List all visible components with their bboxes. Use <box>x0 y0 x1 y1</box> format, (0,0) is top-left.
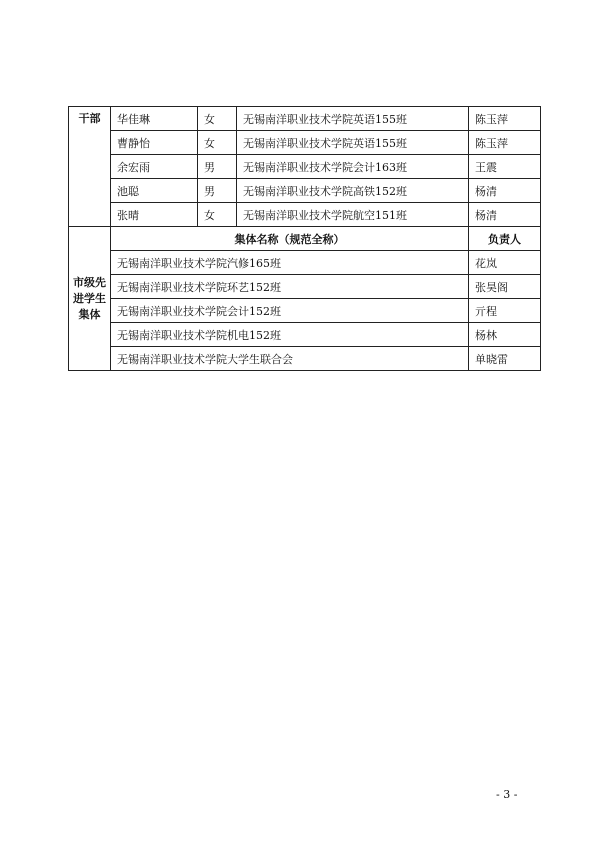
table-row <box>69 203 541 227</box>
category-line: 进学生 <box>73 291 106 305</box>
student-gender: 女 <box>198 203 237 227</box>
leader-name: 张昊阁 <box>469 275 541 299</box>
category-line: 市级先 <box>73 275 106 289</box>
student-gender: 男 <box>198 179 237 203</box>
leader-name: 单晓雷 <box>469 347 541 371</box>
student-class: 无锡南洋职业技术学院航空151班 <box>237 203 469 227</box>
student-gender: 女 <box>198 131 237 155</box>
table-row <box>69 179 541 203</box>
collective-name: 无锡南洋职业技术学院大学生联合会 <box>111 347 469 371</box>
student-class: 无锡南洋职业技术学院英语155班 <box>237 131 469 155</box>
collective-header-row <box>69 227 541 251</box>
table-row <box>69 251 541 275</box>
collective-name: 无锡南洋职业技术学院机电152班 <box>111 323 469 347</box>
awards-table <box>68 106 541 371</box>
student-name: 池聪 <box>111 179 198 203</box>
table-row <box>69 131 541 155</box>
student-gender: 女 <box>198 107 237 131</box>
student-name: 华佳琳 <box>111 107 198 131</box>
leader-name: 花岚 <box>469 251 541 275</box>
category-cell-collective <box>69 227 111 371</box>
awards-table-sheet <box>68 106 540 371</box>
page-number: - 3 - <box>496 788 518 801</box>
leader-name: 陈玉萍 <box>469 131 541 155</box>
student-gender: 男 <box>198 155 237 179</box>
student-class: 无锡南洋职业技术学院高铁152班 <box>237 179 469 203</box>
collective-name: 无锡南洋职业技术学院会计152班 <box>111 299 469 323</box>
table-row <box>69 299 541 323</box>
student-class: 无锡南洋职业技术学院英语155班 <box>237 107 469 131</box>
table-row <box>69 107 541 131</box>
leader-header: 负责人 <box>469 227 541 251</box>
category-cell-cadre: 干部 <box>69 107 111 227</box>
table-row <box>69 155 541 179</box>
leader-name: 王震 <box>469 155 541 179</box>
student-class: 无锡南洋职业技术学院会计163班 <box>237 155 469 179</box>
leader-name: 杨清 <box>469 179 541 203</box>
student-name: 张晴 <box>111 203 198 227</box>
table-row <box>69 275 541 299</box>
category-line: 集体 <box>78 307 101 321</box>
table-row <box>69 347 541 371</box>
collective-name: 无锡南洋职业技术学院环艺152班 <box>111 275 469 299</box>
leader-name: 陈玉萍 <box>469 107 541 131</box>
leader-name: 杨林 <box>469 323 541 347</box>
student-name: 曹静怡 <box>111 131 198 155</box>
leader-name: 亓程 <box>469 299 541 323</box>
collective-name: 无锡南洋职业技术学院汽修165班 <box>111 251 469 275</box>
table-row <box>69 323 541 347</box>
leader-name: 杨清 <box>469 203 541 227</box>
collective-name-header: 集体名称（规范全称） <box>111 227 469 251</box>
student-name: 余宏雨 <box>111 155 198 179</box>
